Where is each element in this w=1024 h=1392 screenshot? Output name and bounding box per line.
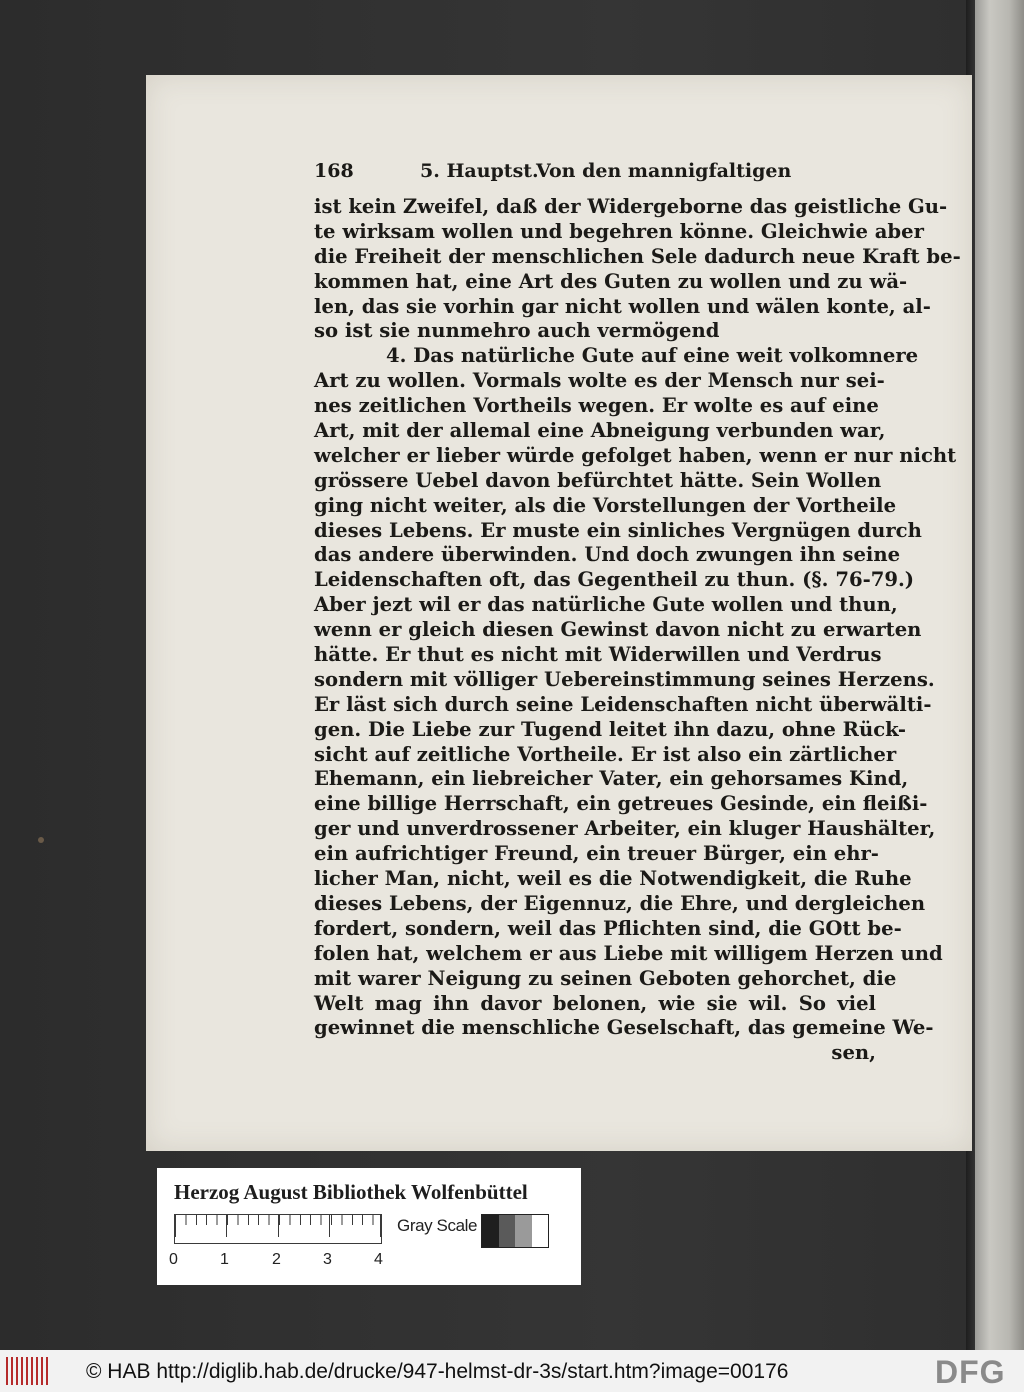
text-line: dieses Lebens, der Eigennuz, die Ehre, und dergleichen <box>314 891 926 915</box>
text-line: Ehemann, ein liebreicher Vater, ein gehorsames Kind, <box>314 767 909 791</box>
gray-patch <box>482 1215 499 1247</box>
text-line: te wirksam wollen und begehren könne. Gleichwie aber <box>314 219 924 243</box>
dfg-logo: DFG <box>935 1354 1006 1390</box>
ruler-number: 2 <box>272 1251 281 1268</box>
text-line: die Freiheit der menschlichen Sele dadurch neue Kraft be- <box>314 244 961 268</box>
book-spine <box>975 0 1024 1350</box>
text-line: hätte. Er thut es nicht mit Widerwillen und Verdrus <box>314 643 882 667</box>
ruler-number: 3 <box>323 1251 332 1268</box>
gray-patch <box>532 1215 549 1247</box>
text-line: ger und unverdrossener Arbeiter, ein kluger Haushälter, <box>314 817 936 841</box>
text-line: mit warer Neigung zu seinen Geboten gehorchet, die <box>314 966 897 990</box>
page-number: 168 <box>314 160 354 182</box>
ruler-number: 1 <box>220 1251 229 1268</box>
text-line: welcher er lieber würde gefolget haben, wenn er nur nicht <box>314 443 957 467</box>
ruler-number: 0 <box>169 1251 178 1268</box>
gray-patch <box>499 1215 516 1247</box>
page-header <box>314 160 854 188</box>
page-body-text <box>314 195 961 1066</box>
text-line: ging nicht weiter, als die Vorstellungen der Vortheile <box>314 493 897 517</box>
text-line: grössere Uebel davon befürchtet hätte. Sein Wollen <box>314 468 882 492</box>
book-page <box>146 75 972 1151</box>
text-line: folen hat, welchem er aus Liebe mit willigem Herzen und <box>314 941 943 965</box>
text-line: licher Man, nicht, weil es die Notwendigkeit, die Ruhe <box>314 867 912 891</box>
viewer-footer <box>0 1350 1024 1392</box>
text-line: fordert, sondern, weil das Pflichten sind, die GOtt be- <box>314 916 902 940</box>
text-line: Aber jezt wil er das natürliche Gute wollen und thun, <box>314 593 898 617</box>
scale-ruler <box>174 1214 382 1244</box>
text-line: gewinnet die menschliche Geselschaft, das gemeine We- <box>314 1016 934 1040</box>
text-line: kommen hat, eine Art des Guten zu wollen und zu wä- <box>314 269 908 293</box>
gray-patch <box>515 1215 532 1247</box>
text-line: ist kein Zweifel, daß der Widergeborne das geistliche Gu- <box>314 195 948 218</box>
catchword: sen, <box>831 1041 876 1065</box>
text-line: Leidenschaften oft, das Gegentheil zu thun. (§. 76-79.) <box>314 568 915 592</box>
page-mark-dot <box>38 837 44 843</box>
gray-scale-label: Gray Scale <box>397 1216 478 1235</box>
text-line: Welt mag ihn davor belonen, wie sie wil. So viel <box>314 991 876 1015</box>
text-line: sicht auf zeitliche Vortheile. Er ist also ein zärtlicher <box>314 742 897 766</box>
gray-scale-patches <box>481 1214 549 1248</box>
chapter-label: 5. Hauptst. <box>420 160 539 182</box>
text-line: dieses Lebens. Er muste ein sinliches Vergnügen durch <box>314 518 922 542</box>
text-line: Art zu wollen. Vormals wolte es der Mensch nur sei- <box>314 369 885 393</box>
copyright-link[interactable]: © HAB http://diglib.hab.de/drucke/947-helmst-dr-3s/start.htm?image=00176 <box>86 1360 789 1383</box>
text-line: Er läst sich durch seine Leidenschaften nicht überwälti- <box>314 692 932 716</box>
library-color-card <box>157 1168 581 1285</box>
text-line: 4. Das natürliche Gute auf eine weit volkomnere <box>386 344 919 368</box>
library-name: Herzog August Bibliothek Wolfenbüttel <box>174 1180 528 1204</box>
text-line: Art, mit der allemal eine Abneigung verbunden war, <box>314 419 886 443</box>
text-line: ein aufrichtiger Freund, ein treuer Bürger, ein ehr- <box>314 842 879 866</box>
text-line: sondern mit völliger Uebereinstimmung seines Herzens. <box>314 667 935 691</box>
running-title: Von den mannigfaltigen <box>536 160 792 182</box>
text-line: wenn er gleich diesen Gewinst davon nicht zu erwarten <box>314 618 922 642</box>
ruler-numbers <box>169 1251 389 1271</box>
text-line: das andere überwinden. Und doch zwungen ihn seine <box>314 543 901 567</box>
hab-logo-icon <box>6 1357 48 1385</box>
text-line: len, das sie vorhin gar nicht wollen und wälen konte, al- <box>314 294 931 318</box>
text-line: so ist sie nunmehro auch vermögend <box>314 319 720 343</box>
ruler-number: 4 <box>374 1251 383 1268</box>
text-line: eine billige Herrschaft, ein getreues Gesinde, ein fleißi- <box>314 792 928 816</box>
text-line: nes zeitlichen Vortheils wegen. Er wolte es auf eine <box>314 394 879 418</box>
text-line: gen. Die Liebe zur Tugend leitet ihn dazu, ohne Rück- <box>314 717 907 741</box>
